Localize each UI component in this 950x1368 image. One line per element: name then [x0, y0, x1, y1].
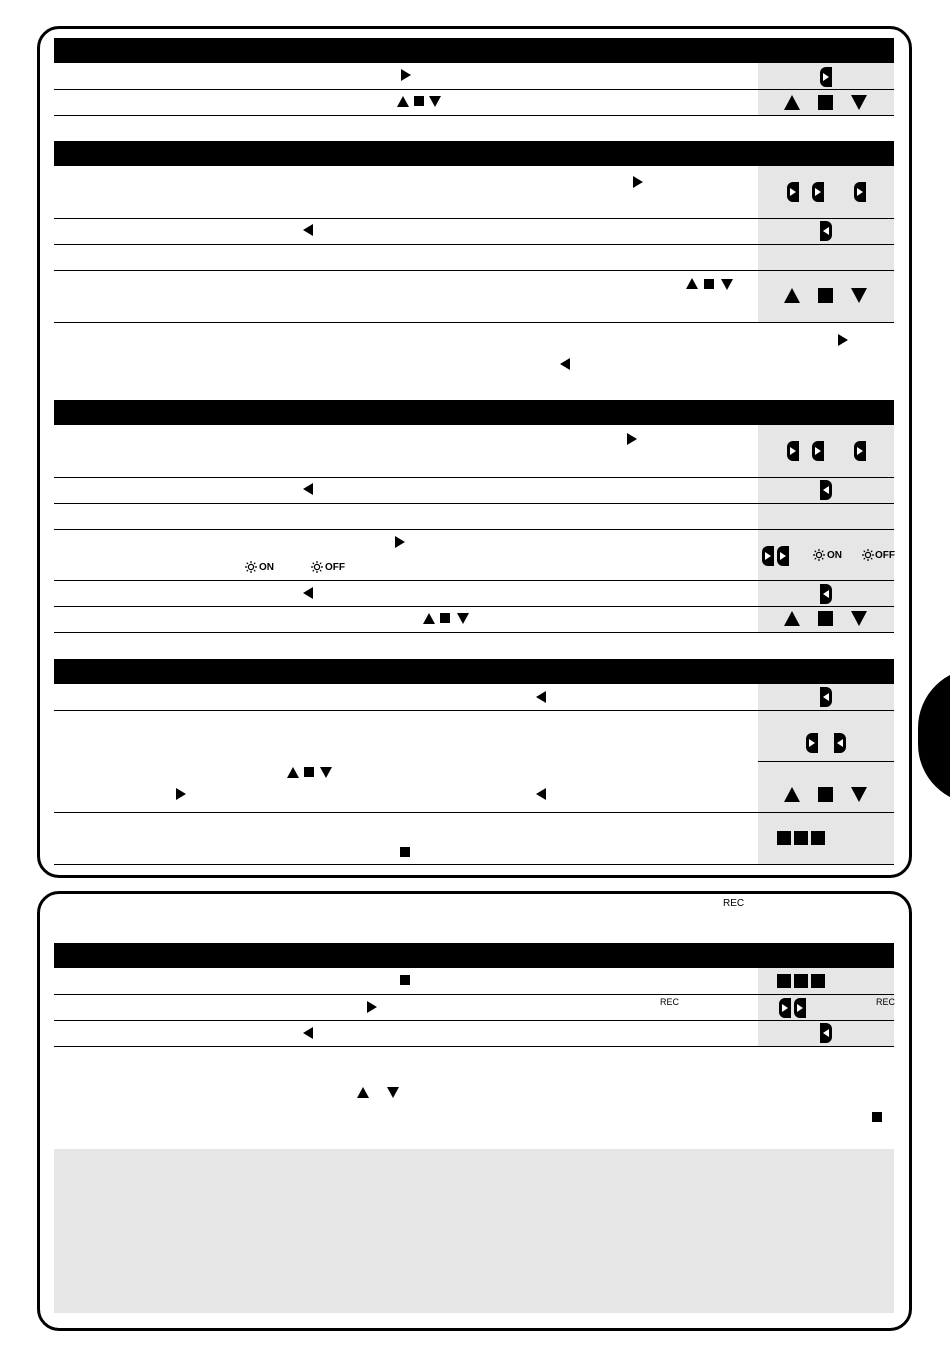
up-key-icon	[784, 95, 800, 110]
row-line	[54, 606, 894, 607]
remote-key-right-icon	[819, 66, 833, 88]
remote-key-right-icon	[778, 997, 792, 1019]
back-icon	[560, 358, 570, 370]
down-key-icon	[851, 611, 867, 626]
row-line	[54, 812, 894, 813]
up-key-icon	[784, 787, 800, 802]
stop-key-icon	[818, 95, 833, 110]
remote-key-right-icon	[776, 545, 790, 567]
stop-key-icon	[794, 974, 808, 988]
remote-key-left-icon	[819, 1022, 833, 1044]
stop-key-icon	[811, 974, 825, 988]
remote-key-right-icon	[853, 181, 867, 203]
back-icon	[303, 483, 313, 495]
sun-icon	[813, 549, 825, 561]
remote-key-right-icon	[793, 997, 807, 1019]
play-icon	[838, 334, 848, 346]
remote-key-left-icon	[819, 479, 833, 501]
on-key-label: ON	[827, 550, 842, 561]
up-icon	[423, 613, 435, 624]
row-line	[54, 270, 894, 271]
row-line	[54, 864, 894, 865]
stop-key-icon	[777, 974, 791, 988]
remote-key-right-icon	[761, 545, 775, 567]
down-icon	[320, 767, 332, 778]
stop-icon	[414, 96, 424, 106]
stop-key-icon	[818, 288, 833, 303]
row-line	[54, 580, 894, 581]
play-icon	[176, 788, 186, 800]
up-key-icon	[784, 288, 800, 303]
row-line	[54, 244, 894, 245]
section-header-3	[54, 400, 894, 425]
rec-label: REC	[723, 898, 745, 909]
down-icon	[387, 1087, 399, 1098]
stop-icon	[400, 847, 410, 857]
on-label: ON	[259, 562, 274, 573]
remote-key-left-icon	[819, 686, 833, 708]
up-icon	[686, 278, 698, 289]
row-line	[54, 503, 894, 504]
up-icon	[397, 96, 409, 107]
down-key-icon	[851, 787, 867, 802]
row-line	[54, 1020, 894, 1021]
down-icon	[721, 279, 733, 290]
stop-icon	[872, 1112, 882, 1122]
remote-key-right-icon	[786, 181, 800, 203]
off-key-label: OFF	[875, 550, 895, 561]
remote-key-left-icon	[833, 732, 847, 754]
row-line	[758, 761, 894, 762]
row-line	[54, 89, 894, 90]
play-icon	[627, 433, 637, 445]
row-line	[54, 477, 894, 478]
remote-key-right-icon	[811, 181, 825, 203]
play-icon	[633, 176, 643, 188]
remote-key-right-icon	[853, 440, 867, 462]
stop-icon	[400, 975, 410, 985]
rec-key-label: REC	[876, 997, 896, 1007]
sun-icon	[311, 561, 323, 573]
stop-key-icon	[818, 611, 833, 626]
row-line	[54, 322, 894, 323]
note-box	[54, 1149, 894, 1313]
play-icon	[395, 536, 405, 548]
up-key-icon	[784, 611, 800, 626]
play-icon	[367, 1001, 377, 1013]
row-line	[54, 710, 894, 711]
sun-icon	[245, 561, 257, 573]
section-header-5	[54, 943, 894, 968]
stop-key-icon	[794, 831, 808, 845]
row-line	[54, 994, 894, 995]
up-icon	[287, 767, 299, 778]
remote-key-left-icon	[819, 220, 833, 242]
back-icon	[536, 788, 546, 800]
row-line	[54, 218, 894, 219]
row-line	[54, 529, 894, 530]
row-line	[54, 1046, 894, 1047]
rec-label: REC	[660, 997, 680, 1007]
play-icon	[401, 69, 411, 81]
back-icon	[303, 587, 313, 599]
stop-key-icon	[811, 831, 825, 845]
row-line	[54, 115, 894, 116]
back-icon	[303, 1027, 313, 1039]
down-key-icon	[851, 288, 867, 303]
sun-icon	[862, 549, 874, 561]
stop-key-icon	[818, 787, 833, 802]
back-icon	[536, 691, 546, 703]
back-icon	[303, 224, 313, 236]
down-icon	[429, 96, 441, 107]
off-label: OFF	[325, 562, 345, 573]
down-icon	[457, 613, 469, 624]
stop-key-icon	[777, 831, 791, 845]
remote-key-right-icon	[805, 732, 819, 754]
edge-tab	[918, 668, 950, 804]
stop-icon	[704, 279, 714, 289]
remote-key-right-icon	[786, 440, 800, 462]
up-icon	[357, 1087, 369, 1098]
section-header-4	[54, 659, 894, 684]
stop-icon	[304, 767, 314, 777]
remote-key-left-icon	[819, 583, 833, 605]
row-line	[54, 632, 894, 633]
remote-key-right-icon	[811, 440, 825, 462]
section-header-2	[54, 141, 894, 166]
down-key-icon	[851, 95, 867, 110]
section-header-1	[54, 38, 894, 63]
stop-icon	[440, 613, 450, 623]
